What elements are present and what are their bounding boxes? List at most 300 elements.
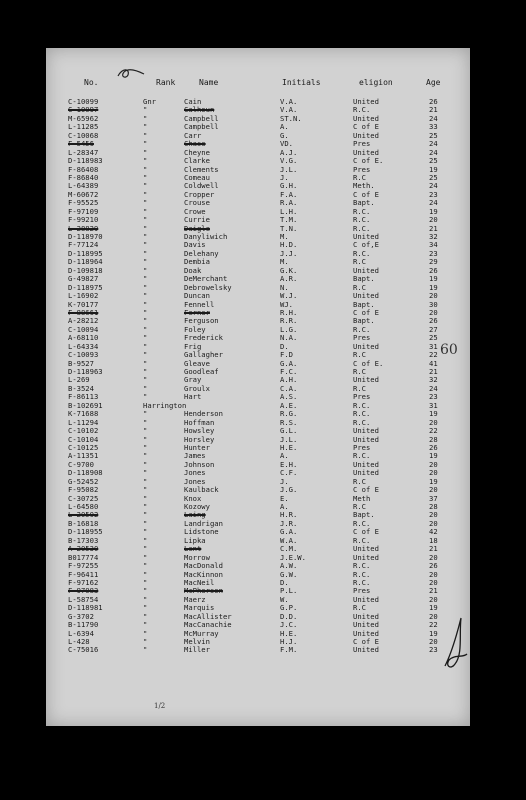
cell-no: C-10068 (68, 130, 99, 140)
cell-rank: " (143, 232, 148, 241)
cell-name: MacNeil (184, 577, 215, 587)
cell-age: 19 (429, 451, 438, 461)
table-row (46, 537, 470, 545)
cell-age: 41 (429, 358, 438, 368)
cell-age: 23 (429, 392, 438, 402)
cell-no: A-28212 (68, 316, 99, 326)
cell-rank: " (143, 569, 148, 579)
cell-rank: " (143, 181, 148, 191)
cell-rank: " (143, 594, 148, 604)
cell-no: D-118981 (68, 603, 103, 613)
cell-name: Kaulback (184, 485, 219, 495)
table-row (46, 275, 470, 283)
cell-age: 20 (429, 637, 438, 646)
header-no: No. (84, 78, 99, 87)
header-name: Name (199, 78, 219, 87)
cell-religion: United (353, 628, 379, 638)
cell-age: 20 (429, 569, 438, 579)
cell-name: Chase (184, 139, 206, 149)
cell-age: 21 (429, 586, 438, 596)
cell-no: B-3524 (68, 383, 94, 393)
table-row (46, 98, 470, 106)
cell-no: D-118970 (68, 232, 103, 241)
cell-initials: A.E. (280, 400, 298, 410)
cell-initials: E.H. (280, 459, 298, 469)
cell-age: 20 (429, 577, 438, 587)
cell-age: 19 (429, 206, 438, 216)
cell-name: Foley (184, 324, 206, 334)
table-row (46, 360, 470, 368)
cell-name: Calhoun (184, 105, 215, 115)
cell-name: MacDonald (184, 561, 223, 571)
cell-initials: A.W. (280, 561, 298, 571)
cell-religion: United (353, 544, 379, 554)
table-row (46, 343, 470, 351)
cell-no: G-3702 (68, 611, 94, 621)
cell-age: 20 (429, 417, 438, 427)
cell-age: 19 (429, 409, 438, 419)
cell-name: Laing (184, 510, 206, 520)
cell-no: K-71688 (68, 409, 99, 419)
cell-age: 20 (429, 291, 438, 301)
table-row (46, 309, 470, 317)
cell-religion: R.C (353, 172, 366, 182)
cell-religion: Meth (353, 493, 371, 503)
cell-rank: " (143, 544, 148, 554)
cell-name: Frig (184, 341, 202, 351)
cell-name: Delehany (184, 248, 219, 258)
cell-no: L-11294 (68, 417, 99, 427)
table-row (46, 317, 470, 325)
cell-age: 31 (429, 341, 438, 351)
cell-initials: H.J. (280, 637, 298, 646)
cell-religion: R.C. (353, 105, 371, 115)
cell-no: L-58754 (68, 594, 99, 604)
cell-initials: F.A. (280, 189, 298, 199)
cell-rank: " (143, 198, 148, 208)
cell-name: Jones (184, 476, 206, 486)
cell-name: Knox (184, 493, 202, 503)
header-initials: Initials (282, 78, 321, 87)
header-religion: eligion (359, 78, 393, 87)
cell-initials: J.L. (280, 164, 298, 174)
cell-name: Duncan (184, 291, 210, 301)
table-row (46, 267, 470, 275)
cell-no: C-10097 (68, 105, 99, 115)
cell-no: M-60672 (68, 189, 99, 199)
cell-no: L-64334 (68, 341, 99, 351)
table-row (46, 495, 470, 503)
cell-rank: " (143, 316, 148, 326)
cell-no: F-96411 (68, 569, 99, 579)
cell-no: F-95082 (68, 485, 99, 495)
cell-name: Cropper (184, 189, 215, 199)
cell-religion: United (353, 645, 379, 655)
cell-religion: C of E (353, 527, 379, 537)
cell-no: L-64580 (68, 502, 99, 511)
cell-religion: C of E (353, 122, 379, 132)
cell-rank: " (143, 274, 148, 284)
cell-age: 32 (429, 232, 438, 241)
cell-rank: " (143, 502, 148, 511)
cell-age: 20 (429, 468, 438, 478)
cell-name: Frederick (184, 333, 223, 343)
cell-age: 25 (429, 172, 438, 182)
cell-initials: G.W. (280, 569, 298, 579)
cell-initials: A.R. (280, 274, 298, 284)
cell-rank: " (143, 645, 148, 655)
cell-name: Carr (184, 130, 202, 140)
table-row (46, 216, 470, 224)
cell-initials: N. (280, 282, 289, 292)
table-row (46, 503, 470, 511)
cell-religion: United (353, 611, 379, 621)
roster-list (46, 98, 470, 655)
cell-name: MacCanachie (184, 620, 232, 630)
table-row (46, 250, 470, 258)
cell-name: Lipka (184, 535, 206, 545)
cell-name: Gallagher (184, 350, 223, 360)
cell-initials: W.A. (280, 535, 298, 545)
cell-name: Cain (184, 97, 202, 106)
cell-age: 23 (429, 248, 438, 258)
cell-religion: R.C. (353, 324, 371, 334)
table-row (46, 241, 470, 249)
cell-no: F-86113 (68, 392, 99, 402)
cell-name: Fennell (184, 299, 215, 309)
document-page (46, 48, 470, 726)
cell-initials: M. (280, 257, 289, 267)
cell-initials: F.D (280, 350, 293, 360)
cell-no: D-118908 (68, 468, 103, 478)
cell-no: L-28829 (68, 223, 99, 233)
cell-religion: R.C (353, 282, 366, 292)
cell-initials: J.R. (280, 518, 298, 528)
table-row (46, 461, 470, 469)
cell-name: Danyliwich (184, 232, 228, 241)
table-row (46, 182, 470, 190)
cell-rank: " (143, 417, 148, 427)
cell-name: Johnson (184, 459, 215, 469)
cell-initials: G.A. (280, 358, 298, 368)
cell-religion: Pres (353, 333, 371, 343)
header-rank: Rank (156, 78, 176, 87)
cell-religion: R.C. (353, 206, 371, 216)
cell-age: 20 (429, 552, 438, 562)
cell-age: 24 (429, 383, 438, 393)
cell-rank: " (143, 139, 148, 149)
cell-rank: " (143, 164, 148, 174)
table-row (46, 621, 470, 629)
cell-no: B017774 (68, 552, 99, 562)
cell-religion: United (353, 232, 379, 241)
cell-age: 25 (429, 130, 438, 140)
cell-religion: United (353, 147, 379, 157)
cell-rank: " (143, 552, 148, 562)
cell-age: 22 (429, 426, 438, 436)
cell-religion: R.C (353, 257, 366, 267)
cell-initials: H.E. (280, 442, 298, 452)
cell-no: F-95525 (68, 198, 99, 208)
cell-age: 21 (429, 223, 438, 233)
cell-rank: " (143, 375, 148, 385)
cell-age: 22 (429, 350, 438, 360)
cell-initials: A. (280, 502, 289, 511)
cell-age: 19 (429, 282, 438, 292)
cell-initials: D. (280, 577, 289, 587)
cell-name: Crowe (184, 206, 206, 216)
cell-religion: Pres (353, 139, 371, 149)
cell-religion: C of,E (353, 240, 379, 250)
cell-religion: United (353, 97, 379, 106)
cell-no: F-86840 (68, 172, 99, 182)
cell-rank: " (143, 628, 148, 638)
cell-age: 24 (429, 139, 438, 149)
cell-rank: " (143, 248, 148, 258)
cell-rank: " (143, 392, 148, 402)
table-row (46, 258, 470, 266)
cell-no: F-99210 (68, 215, 99, 225)
cell-rank: " (143, 409, 148, 419)
cell-no: F-97109 (68, 206, 99, 216)
cell-rank: " (143, 265, 148, 275)
table-row (46, 284, 470, 292)
cell-no: L-28347 (68, 147, 99, 157)
table-row (46, 419, 470, 427)
table-row (46, 469, 470, 477)
cell-initials: A.J. (280, 147, 298, 157)
table-row (46, 511, 470, 519)
cell-rank: " (143, 358, 148, 368)
cell-initials: J. (280, 476, 289, 486)
cell-age: 20 (429, 611, 438, 621)
table-row (46, 385, 470, 393)
cell-age: 19 (429, 603, 438, 613)
cell-religion: United (353, 426, 379, 436)
cell-no: C-10093 (68, 350, 99, 360)
cell-name: McMurray (184, 628, 219, 638)
cell-no: L-16902 (68, 291, 99, 301)
table-row (46, 334, 470, 342)
cell-name: Campbell (184, 122, 219, 132)
cell-religion: R.C (353, 502, 366, 511)
cell-religion: C of E (353, 637, 379, 646)
cell-no: F-97255 (68, 561, 99, 571)
cell-religion: R.C. (353, 561, 371, 571)
cell-initials: WJ. (280, 299, 293, 309)
cell-age: 24 (429, 181, 438, 191)
cell-initials: C.A. (280, 383, 298, 393)
cell-rank: " (143, 586, 148, 596)
cell-age: 24 (429, 147, 438, 157)
cell-name: Horsley (184, 434, 215, 444)
cell-religion: Bapt. (353, 198, 375, 208)
cell-rank: " (143, 493, 148, 503)
cell-religion: R.C (353, 367, 366, 376)
table-row (46, 520, 470, 528)
table-row (46, 292, 470, 300)
cell-religion: United (353, 113, 379, 123)
cell-age: 20 (429, 510, 438, 520)
cell-religion: R.C. (353, 223, 371, 233)
cell-name: Hoffman (184, 417, 215, 427)
cell-rank: " (143, 206, 148, 216)
cell-no: F-77124 (68, 240, 99, 250)
table-row (46, 326, 470, 334)
cell-rank: " (143, 426, 148, 436)
cell-initials: G. (280, 130, 289, 140)
cell-age: 28 (429, 502, 438, 511)
table-row (46, 140, 470, 148)
cell-initials: R.G. (280, 409, 298, 419)
cell-name: Landrigan (184, 518, 223, 528)
cell-initials: J.C. (280, 620, 298, 630)
cell-age: 21 (429, 105, 438, 115)
cell-religion: R.C. (353, 248, 371, 258)
cell-age: 37 (429, 493, 438, 503)
cell-initials: V.A. (280, 105, 298, 115)
cell-religion: C of E (353, 307, 379, 317)
cell-age: 20 (429, 518, 438, 528)
table-row (46, 174, 470, 182)
cell-initials: E. (280, 493, 289, 503)
table-header (46, 78, 470, 90)
cell-initials: C.M. (280, 544, 298, 554)
cell-religion: C of E. (353, 358, 384, 368)
cell-name: Miller (184, 645, 210, 655)
cell-religion: Pres (353, 442, 371, 452)
cell-rank: " (143, 172, 148, 182)
cell-age: 21 (429, 544, 438, 554)
table-row (46, 444, 470, 452)
cell-no: M-65962 (68, 113, 99, 123)
cell-rank: " (143, 527, 148, 537)
cell-religion: United (353, 130, 379, 140)
table-row (46, 402, 470, 410)
cell-age: 34 (429, 240, 438, 250)
cell-age: 23 (429, 189, 438, 199)
cell-no: B-102691 (68, 400, 103, 410)
cell-no: C-10099 (68, 97, 99, 106)
cell-age: 25 (429, 333, 438, 343)
table-row (46, 123, 470, 131)
cell-rank: " (143, 156, 148, 166)
cell-rank: " (143, 367, 148, 376)
table-row (46, 604, 470, 612)
cell-age: 32 (429, 375, 438, 385)
table-row (46, 191, 470, 199)
cell-religion: United (353, 341, 379, 351)
cell-name: Currie (184, 215, 210, 225)
cell-age: 23 (429, 645, 438, 655)
cell-initials: J.J. (280, 248, 298, 258)
cell-age: 26 (429, 97, 438, 106)
cell-age: 26 (429, 442, 438, 452)
cell-initials: V.G. (280, 156, 298, 166)
cell-religion: United (353, 468, 379, 478)
table-row (46, 545, 470, 553)
cell-rank: " (143, 215, 148, 225)
cell-age: 19 (429, 476, 438, 486)
cell-name: McPherson (184, 586, 223, 596)
cell-rank: " (143, 620, 148, 630)
table-row (46, 478, 470, 486)
cell-initials: M. (280, 232, 289, 241)
cell-religion: R.C. (353, 535, 371, 545)
cell-rank: " (143, 257, 148, 267)
cell-religion: R.C. (353, 400, 371, 410)
table-row (46, 208, 470, 216)
cell-no: F-88661 (68, 307, 99, 317)
cell-name: Debrowelsky (184, 282, 232, 292)
cell-rank: " (143, 577, 148, 587)
cell-rank: " (143, 333, 148, 343)
cell-initials: T.N. (280, 223, 298, 233)
cell-no: A-11351 (68, 451, 99, 461)
table-row (46, 149, 470, 157)
table-row (46, 393, 470, 401)
cell-religion: Pres (353, 586, 371, 596)
table-row (46, 562, 470, 570)
table-row (46, 486, 470, 494)
cell-rank: " (143, 518, 148, 528)
cell-age: 22 (429, 620, 438, 630)
table-row (46, 638, 470, 646)
cell-rank: " (143, 324, 148, 334)
cell-initials: G.L. (280, 426, 298, 436)
cell-initials: G.P. (280, 603, 298, 613)
cell-age: 25 (429, 156, 438, 166)
cell-initials: R.S. (280, 417, 298, 427)
cell-name: Henderson (184, 409, 223, 419)
cell-no: L-64389 (68, 181, 99, 191)
cell-initials: A.S. (280, 392, 298, 402)
cell-name: Lent (184, 544, 202, 554)
cell-name: Hart (184, 392, 202, 402)
cell-rank: " (143, 510, 148, 520)
cell-initials: T.M. (280, 215, 298, 225)
cell-age: 20 (429, 307, 438, 317)
table-row (46, 225, 470, 233)
cell-rank: " (143, 189, 148, 199)
cell-rank: " (143, 299, 148, 309)
table-row (46, 410, 470, 418)
table-row (46, 106, 470, 114)
cell-religion: Meth. (353, 181, 375, 191)
cell-age: 20 (429, 485, 438, 495)
cell-initials: L.H. (280, 206, 298, 216)
cell-initials: J.G. (280, 485, 298, 495)
cell-name: James (184, 451, 206, 461)
cell-no: C-75016 (68, 645, 99, 655)
cell-name: Dembia (184, 257, 210, 267)
cell-name: MacKinnon (184, 569, 223, 579)
cell-age: 42 (429, 527, 438, 537)
cell-initials: H.R. (280, 510, 298, 520)
cell-rank: " (143, 122, 148, 132)
cell-religion: R.C (353, 603, 366, 613)
cell-name: Howsley (184, 426, 215, 436)
cell-no: A-68110 (68, 333, 99, 343)
cell-initials: R.H. (280, 307, 298, 317)
cell-no: G-52452 (68, 476, 99, 486)
table-row (46, 571, 470, 579)
cell-rank: " (143, 603, 148, 613)
cell-religion: United (353, 434, 379, 444)
cell-no: D-118955 (68, 527, 103, 537)
cell-religion: Bapt. (353, 510, 375, 520)
table-row (46, 452, 470, 460)
